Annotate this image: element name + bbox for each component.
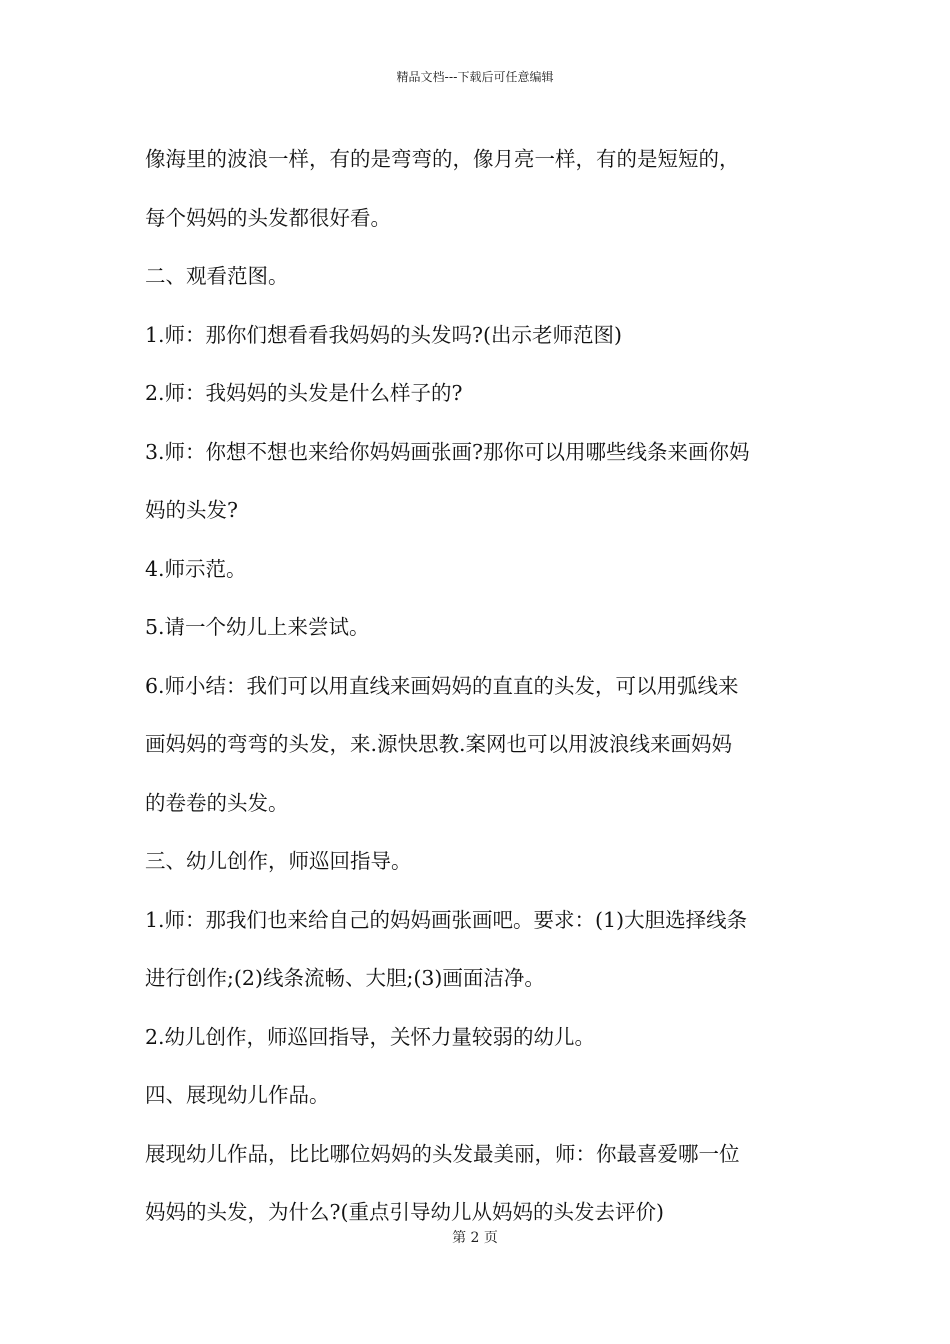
text-line: 进行创作;(2)线条流畅、大胆;(3)画面洁净。 [145, 966, 545, 990]
document-body [145, 130, 815, 1242]
text-line: 5.请一个幼儿上来尝试。 [145, 615, 370, 639]
text-line: 妈的头发? [145, 498, 238, 522]
page-number: 第 2 页 [452, 1230, 498, 1246]
text-line: 每个妈妈的头发都很好看。 [145, 205, 391, 230]
text-line: 6.师小结：我们可以用直线来画妈妈的直直的头发，可以用弧线来 [145, 673, 739, 698]
section-heading: 三、幼儿创作，师巡回指导。 [145, 849, 412, 873]
text-line: 2.幼儿创作，师巡回指导，关怀力量较弱的幼儿。 [145, 1024, 596, 1049]
section-heading: 四、展现幼儿作品。 [145, 1083, 330, 1107]
text-line: 展现幼儿作品，比比哪位妈妈的头发最美丽，师：你最喜爱哪一位 [145, 1141, 740, 1166]
text-line: 妈妈的头发，为什么?(重点引导幼儿从妈妈的头发去评价) [145, 1200, 664, 1224]
text-line: 的卷卷的头发。 [145, 790, 289, 815]
text-line: 4.师示范。 [145, 556, 247, 581]
text-line: 2.师：我妈妈的头发是什么样子的? [145, 381, 463, 405]
text-line: 3.师：你想不想也来给你妈妈画张画?那你可以用哪些线条来画你妈 [145, 439, 750, 464]
page-header: 精品文档---下载后可任意编辑 [396, 70, 554, 84]
text-line: 1.师：那我们也来给自己的妈妈画张画吧。要求：(1)大胆选择线条 [145, 907, 748, 932]
text-line: 1.师：那你们想看看我妈妈的头发吗?(出示老师范图) [145, 322, 623, 347]
text-line: 像海里的波浪一样，有的是弯弯的，像月亮一样，有的是短短的， [145, 147, 740, 171]
section-heading: 二、观看范图。 [145, 264, 289, 288]
text-line: 画妈妈的弯弯的头发，来.源快思教.案网也可以用波浪线来画妈妈 [145, 732, 733, 756]
